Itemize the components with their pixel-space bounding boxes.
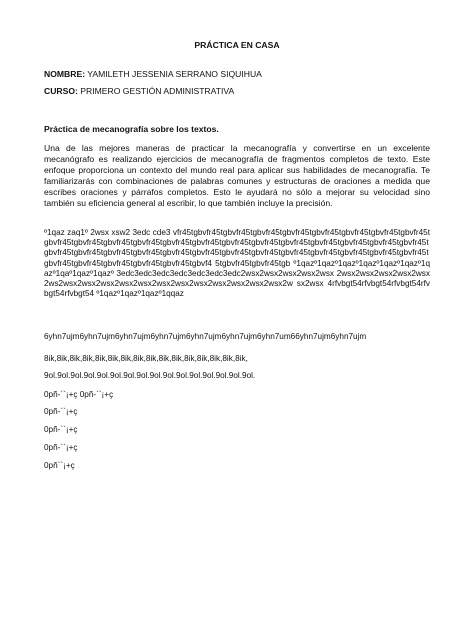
typing-practice-block: º1qaz zaq1º 2wsx xsw2 3edc cde3 vfr45tgbvfr45tgbvfr45tgbvfr45tgbvfr45tgbvfr45tgbvfr45tgbvfr45tgbvfr45tgbvfr45tgbvfr45tgbvfr45tgbvfr45tgbvfr45tgbvfr45tgbvfr45tgbvfr45tgbvfr45tgbvfr45tgbvfr45tgbvfr45tgbvfr45tgbvfr45tgbvfr45tgbvfr45tgbvfr45tgbvfr45tgbvfr45tgbvfr45tgbvfr45tgbvfr45tgbvfr45tgbvfr45tgbvfr45tgbvfr45tgbvfr45tgbvfr45tgbvfr45tgbvfr45tgbvfr45tgbvf4 5tgbvfr45tgbvfr45tgb º1qazº1qazº1qazº1qazº1qazº1qazº1qazº1qaº1qazº1qazº 3edc3edc3edc3edc3edc3edc3edc2wsx2wsx2wsx2wsx2wsx 2wsx2wsx2wsx2wsx2wsx2ws2wsx2wsx2wsx2wsx2wsx2wsx2wsx2wsx2wsx2wsx2wsx2wsx2w sx2wsx 4rfvbgt54rfvbgt54rfvbgt54rfvbgt54rfvbgt54 º1qazº1qazº1qazº1qqaz <box>44 228 430 299</box>
drill-line-2: 8ik,8ik,8ik,8ik,8ik,8ik,8ik,8ik,8ik,8ik,8ik,8ik,8ik,8ik,8ik,8ik, <box>44 354 248 363</box>
drill-line-1: 6yhn7ujm6yhn7ujm6yhn7ujm6yhn7ujm6yhn7ujm6yhn7ujm6yhn7um66yhn7ujm6yhn7ujm <box>44 332 367 341</box>
drill-line-5: 0pñ-``¡+ç <box>44 407 78 416</box>
course-label: CURSO: <box>44 86 78 96</box>
course-value: PRIMERO GESTIÓN ADMINISTRATIVA <box>77 86 235 96</box>
drill-line-7: 0pñ-``¡+ç <box>44 443 78 452</box>
drill-line-8: 0pñ``¡+ç <box>44 461 75 470</box>
intro-paragraph: Una de las mejores maneras de practicar la mecanografía y convertirse en un excelente mecanógrafo es realizando ejercicios de mecanografía de fragmentos completos de texto. Este enfoque proporciona un contexto del mundo real para aplicar sus habilidades de mecanografía. Te familiarizarás con combinaciones de palabras comunes y estructuras de oraciones a medida que escribes oraciones y párrafos completos. Esto le ayudará no sólo a mejorar su velocidad sino también su eficiencia general al escribir, lo que también incluye la precisión. <box>44 143 430 208</box>
student-name-line <box>44 69 262 79</box>
course-line <box>44 86 234 96</box>
drill-line-4: 0pñ-``¡+ç 0pñ-``¡+ç <box>44 390 114 399</box>
section-heading: Práctica de mecanografía sobre los textos. <box>44 124 219 134</box>
name-value: YAMILETH JESSENIA SERRANO SIQUIHUA <box>85 69 262 79</box>
drill-line-6: 0pñ-``¡+ç <box>44 425 78 434</box>
document-title: PRÁCTICA EN CASA <box>194 40 280 50</box>
name-label: NOMBRE: <box>44 69 86 79</box>
drill-line-3: 9ol.9ol.9ol.9ol.9ol.9ol.9ol.9ol.9ol.9ol.9ol.9ol.9ol.9ol.9ol.9ol. <box>44 371 256 380</box>
